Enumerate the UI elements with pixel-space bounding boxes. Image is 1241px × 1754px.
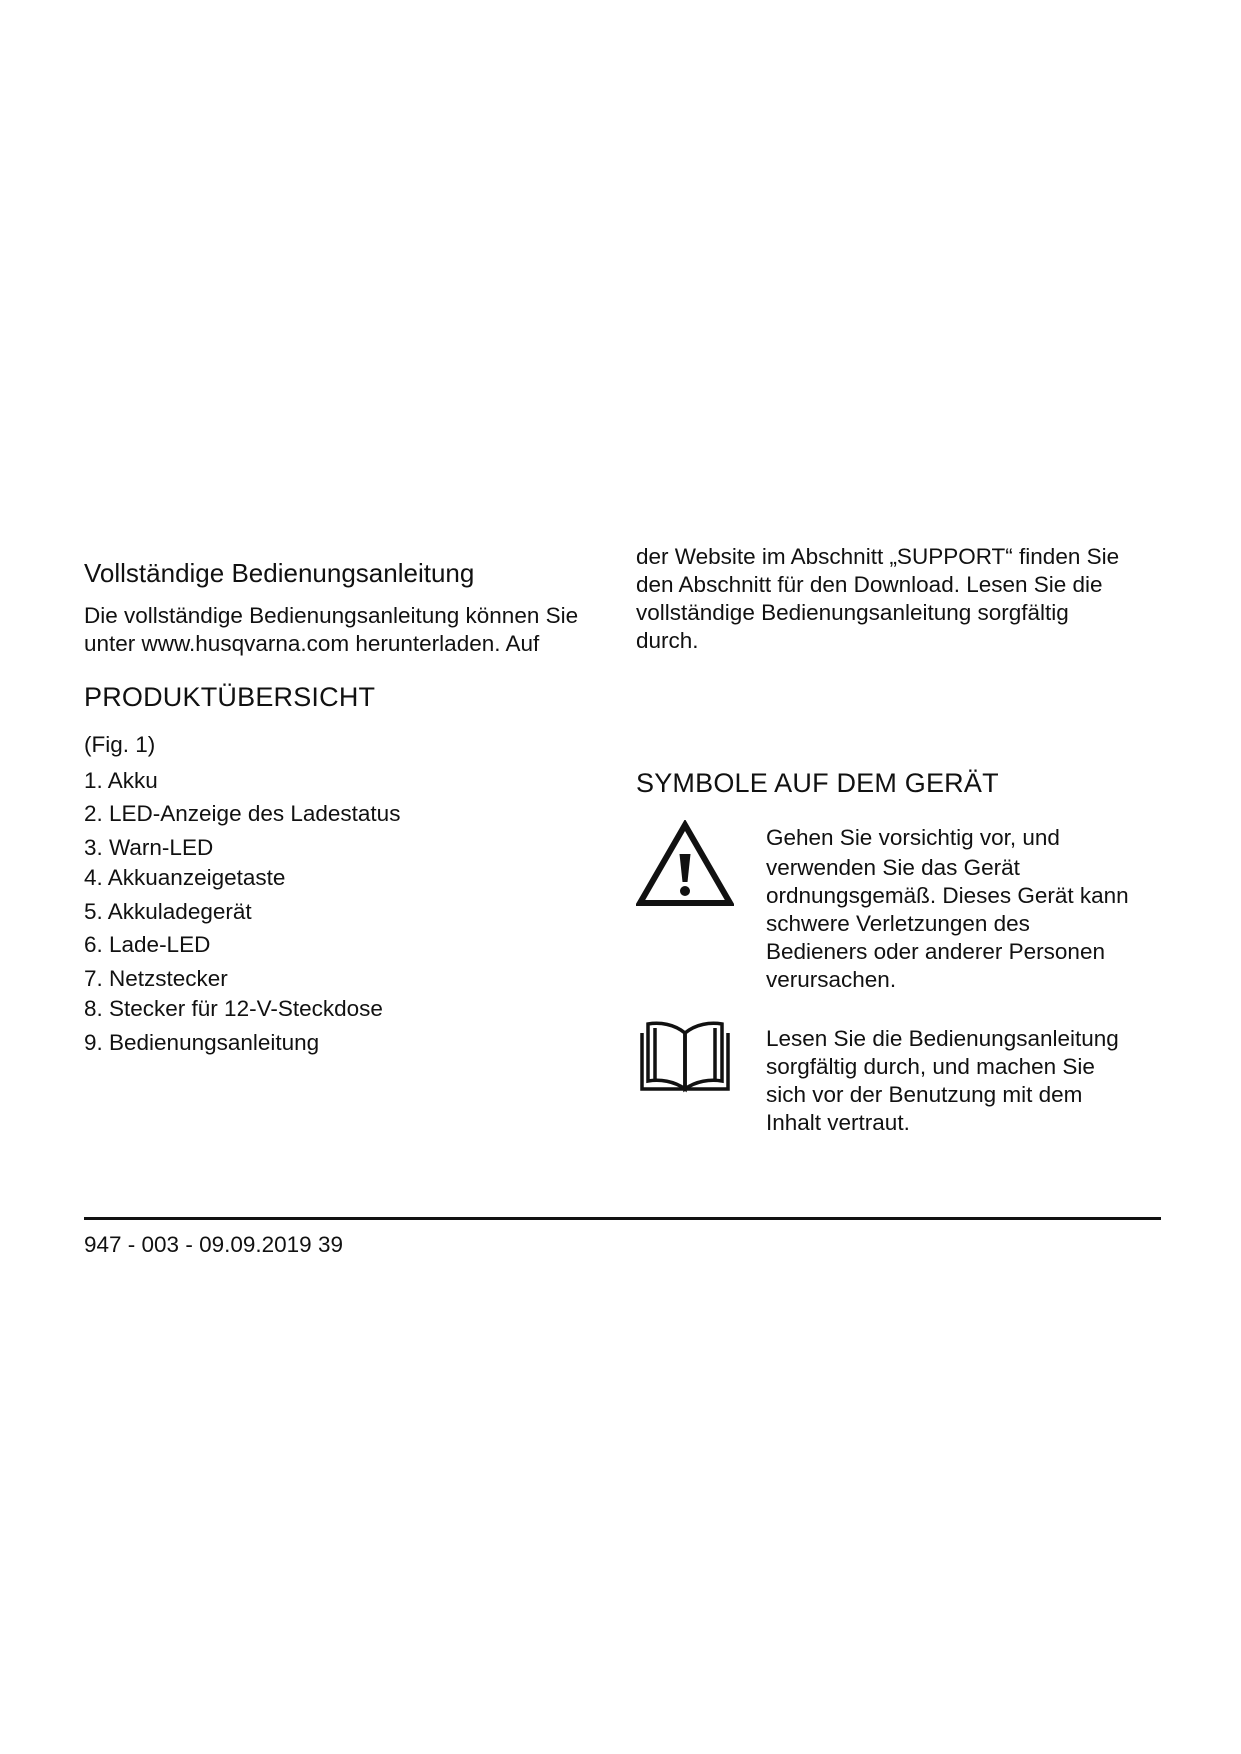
manual-text-continued-line-3: vollständige Bedienungsanleitung sorgfältig — [636, 600, 1069, 625]
warning-text-line-6: verursachen. — [766, 967, 897, 992]
footer — [84, 1231, 343, 1259]
warning-text-line-3: ordnungsgemäß. Dieses Gerät kann — [766, 883, 1129, 908]
footer-divider — [84, 1217, 1161, 1220]
warning-text-line-2: verwenden Sie das Gerät — [766, 855, 1020, 880]
manual-text-line-2: unter www.husqvarna.com herunterladen. Auf — [84, 631, 540, 656]
part-item-4: 4. Akkuanzeigetaste — [84, 865, 286, 890]
book-text-line-3: sich vor der Benutzung mit dem — [766, 1082, 1083, 1107]
warning-triangle-icon — [636, 820, 734, 908]
part-item-6: 6. Lade-LED — [84, 932, 211, 957]
doc-code: 947 - 003 - 09.09.2019 — [84, 1232, 312, 1257]
manual-text-continued-line-1: der Website im Abschnitt „SUPPORT“ finden Sie — [636, 544, 1120, 569]
overview-heading: PRODUKTÜBERSICHT — [84, 682, 376, 712]
part-item-9: 9. Bedienungsanleitung — [84, 1030, 320, 1055]
warning-text-line-4: schwere Verletzungen des — [766, 911, 1030, 936]
symbols-heading: SYMBOLE AUF DEM GERÄT — [636, 768, 999, 798]
part-item-1: 1. Akku — [84, 768, 158, 793]
book-text-line-4: Inhalt vertraut. — [766, 1110, 910, 1135]
part-item-5: 5. Akkuladegerät — [84, 899, 252, 924]
page-number: 39 — [317, 1232, 343, 1257]
manual-text-line-1: Die vollständige Bedienungsanleitung können Sie — [84, 603, 579, 628]
manual-text-continued-line-2: den Abschnitt für den Download. Lesen Sie die — [636, 572, 1103, 597]
part-item-3: 3. Warn-LED — [84, 835, 214, 860]
part-item-8: 8. Stecker für 12-V-Steckdose — [84, 996, 383, 1021]
manual-text-continued-line-4: durch. — [636, 628, 699, 653]
book-text-line-2: sorgfältig durch, und machen Sie — [766, 1054, 1095, 1079]
manual-heading: Vollständige Bedienungsanleitung — [84, 558, 475, 588]
book-text-line-1: Lesen Sie die Bedienungsanleitung — [766, 1026, 1119, 1051]
part-item-2: 2. LED-Anzeige des Ladestatus — [84, 801, 401, 826]
open-book-icon — [636, 1019, 734, 1093]
warning-text-line-1: Gehen Sie vorsichtig vor, und — [766, 825, 1060, 850]
part-item-7: 7. Netzstecker — [84, 966, 228, 991]
fig-reference: (Fig. 1) — [84, 732, 156, 757]
warning-text-line-5: Bedieners oder anderer Personen — [766, 939, 1105, 964]
